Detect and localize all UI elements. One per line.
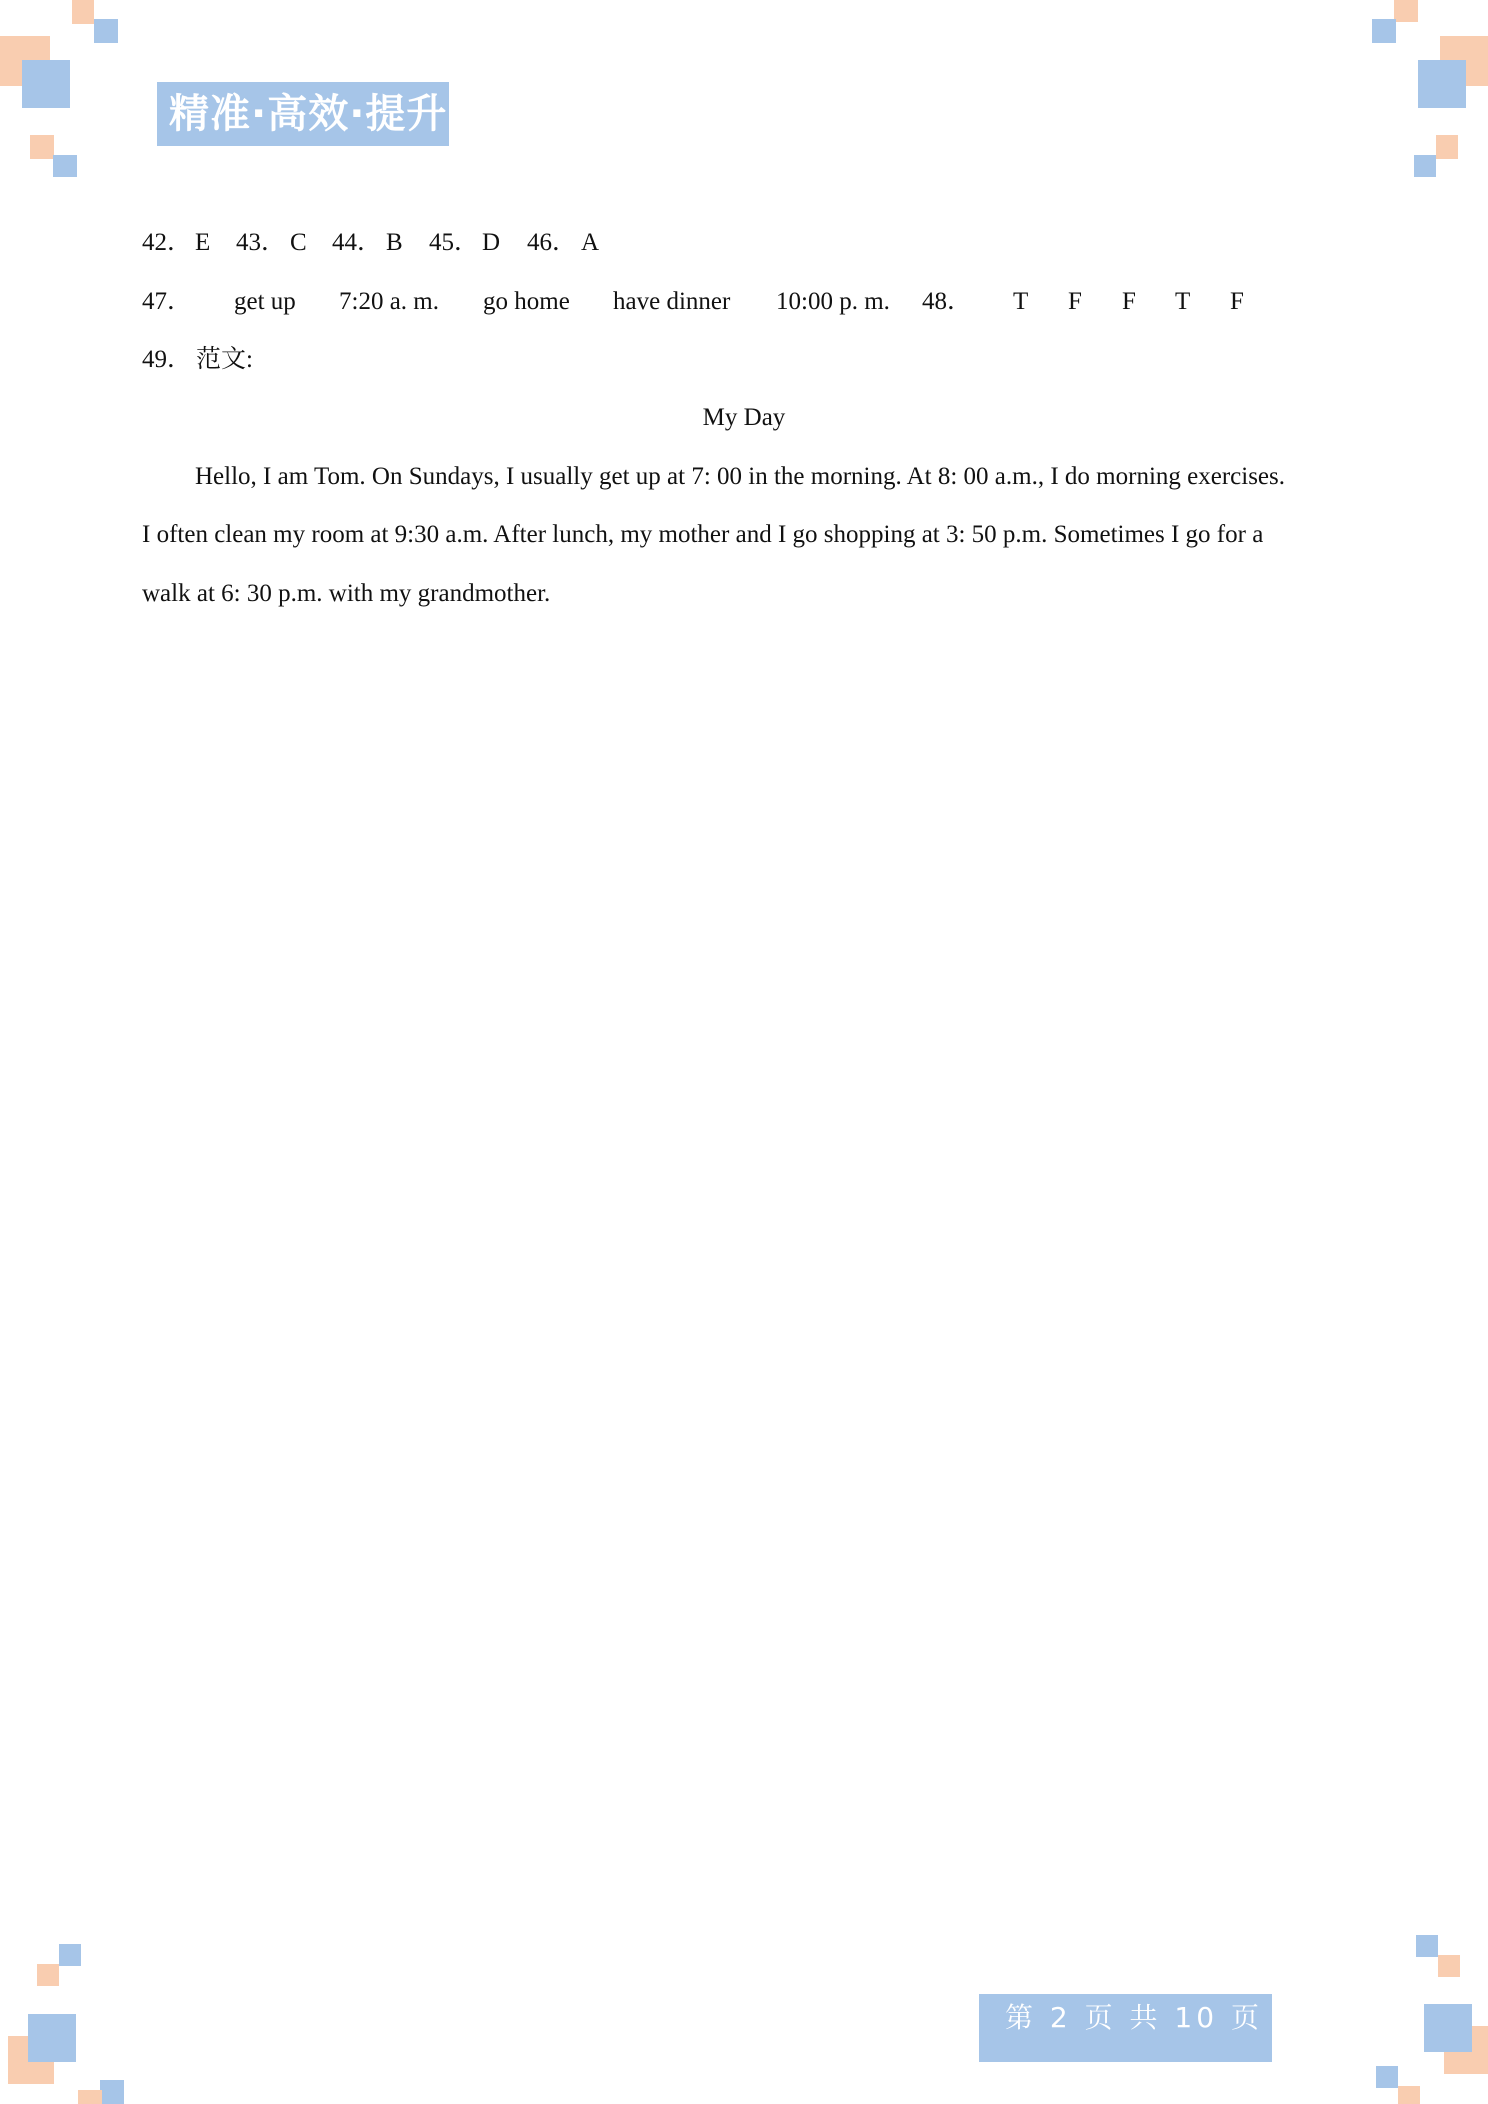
header-banner [157, 82, 449, 146]
answer-value: 10:00 p. m. [776, 288, 890, 315]
essay-label: 范文: [196, 346, 253, 373]
answer-value: F [1068, 288, 1082, 315]
essay-line: Hello, I am Tom. On Sundays, I usually get up at 7: 00 in the morning. At 8: 00 a.m., I do morning exercises. [195, 463, 1286, 490]
essay-line: I often clean my room at 9:30 a.m. After lunch, my mother and I go shopping at 3: 50 p.m. Sometimes I go for a [142, 521, 1264, 548]
corner-decoration-square [78, 2090, 102, 2104]
question-number: 44． [332, 229, 383, 256]
corner-decoration-square [22, 60, 70, 108]
question-number: 45． [429, 229, 480, 256]
answer-value: F [1122, 288, 1136, 315]
corner-decoration-square [72, 0, 94, 24]
answer-row-49 [0, 345, 1488, 375]
essay-line: walk at 6: 30 p.m. with my grandmother. [142, 580, 551, 607]
answer-value: get up [234, 288, 296, 315]
corner-decoration-square [59, 1944, 81, 1966]
corner-decoration-square [28, 2014, 76, 2062]
corner-decoration-square [1372, 19, 1396, 43]
corner-decoration-square [1394, 0, 1418, 22]
question-number: 49． [142, 346, 193, 373]
corner-decoration-square [100, 2080, 124, 2104]
corner-decoration-square [1376, 2066, 1398, 2088]
corner-decoration-square [1398, 2086, 1420, 2104]
answer-value: T [1013, 288, 1029, 315]
corner-decoration-square [37, 1964, 59, 1986]
corner-decoration-square [1424, 2004, 1472, 2052]
answer-value: 7:20 a. m. [339, 288, 439, 315]
corner-decoration-square [1414, 155, 1436, 177]
corner-decoration-square [1416, 1935, 1438, 1957]
corner-decoration-square [94, 19, 118, 43]
answer-row-47-48 [0, 287, 1488, 317]
question-number: 42． [142, 229, 193, 256]
page-indicator-text: 第 2 页 共 10 页 [1005, 2001, 1263, 2034]
corner-decoration-square [1438, 1955, 1460, 1977]
essay-title: My Day [702, 404, 786, 431]
answer-value: A [581, 229, 600, 256]
question-number: 43． [236, 229, 287, 256]
answer-value: D [482, 229, 501, 256]
answer-value: F [1230, 288, 1244, 315]
corner-decoration-square [1436, 135, 1458, 159]
corner-decoration-square [1418, 60, 1466, 108]
question-number: 47． [142, 288, 193, 315]
corner-decoration-square [30, 135, 54, 159]
answer-value: go home [483, 288, 570, 315]
answer-value: E [195, 229, 211, 256]
answer-value: have dinner [613, 288, 731, 315]
question-number: 46． [527, 229, 578, 256]
corner-decoration-square [53, 155, 77, 177]
answer-value: T [1175, 288, 1191, 315]
header-banner-text: 精准·高效·提升 [169, 91, 448, 137]
answer-row-42-46 [0, 228, 1488, 258]
answer-value: B [386, 229, 403, 256]
question-number: 48． [922, 288, 973, 315]
page-indicator [979, 1994, 1272, 2062]
answer-value: C [290, 229, 307, 256]
